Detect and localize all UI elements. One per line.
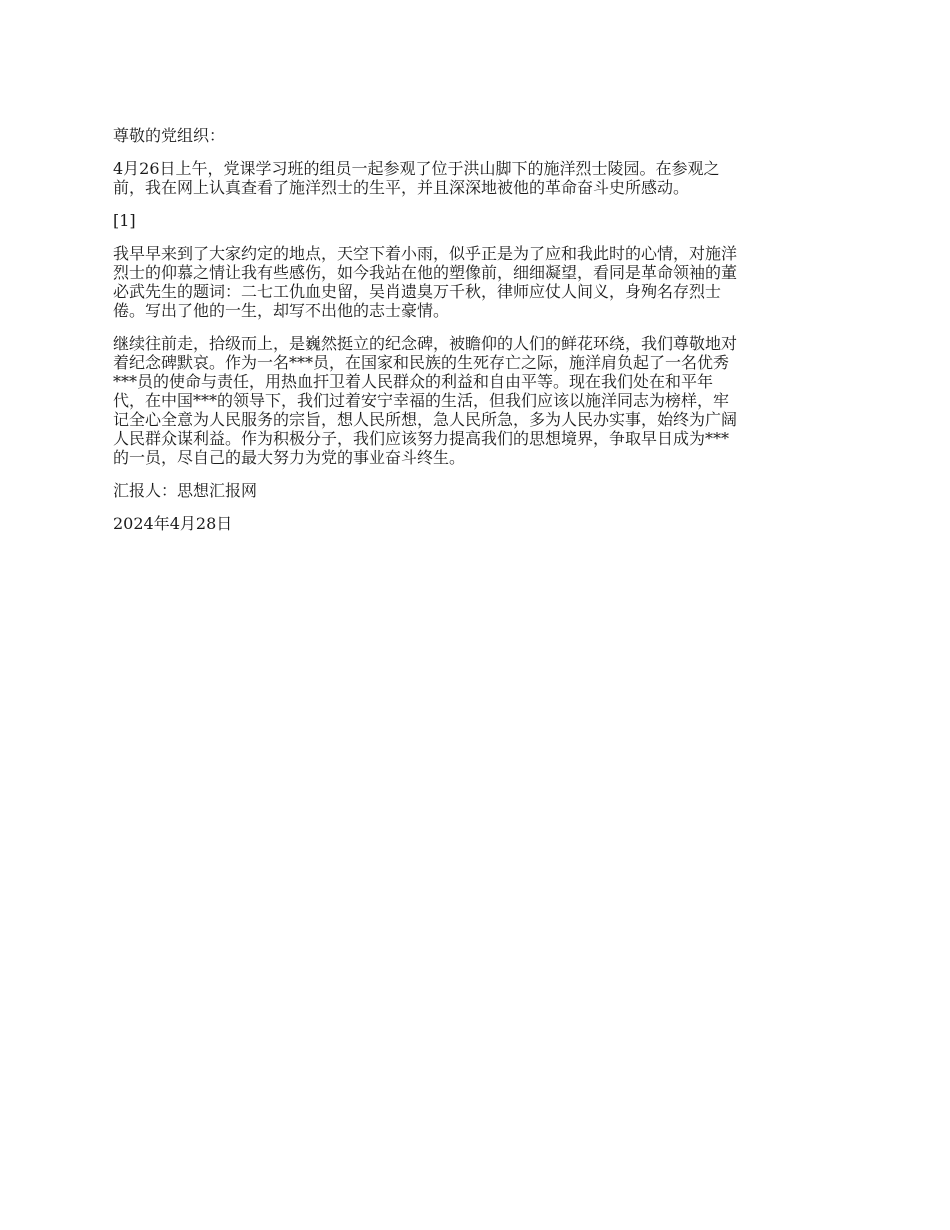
paragraph-statue: 我早早来到了大家约定的地点，天空下着小雨，似乎正是为了应和我此时的心情，对施洋 烈士的仰慕之情让我有些感伤，如今我站在他的塑像前，细细凝望，看同是革命领袖的董 必武先生的题词：二七工仇血史留，吴肖遗臭万千秋，律师应仗人间义，身殉名存烈士 倦。写出了他的一生，却写不出他的志士豪情。 bbox=[113, 244, 738, 320]
date-line: 2024年4月28日 bbox=[113, 514, 233, 533]
reporter-line: 汇报人：思想汇报网 bbox=[113, 481, 258, 500]
document-body bbox=[113, 126, 833, 547]
paragraph-monument: 继续往前走，拾级而上，是巍然挺立的纪念碑，被瞻仰的人们的鲜花环绕，我们尊敬地对 着纪念碑默哀。作为一名***员，在国家和民族的生死存亡之际，施洋肩负起了一名优秀 ***员的使命与责任，用热血扞卫着人民群众的利益和自由平等。现在我们处在和平年 代，在中国***的领导下，我们过着安宁幸福的生活，但我们应该以施洋同志为榜样，牢 记全心全意为人民服务的宗旨，想人民所想，急人民所急，多为人民办实事，始终为广阔 人民群众谋利益。作为积极分子，我们应该努力提高我们的思想境界，争取早日成为*** 的一员，尽自己的最大努力为党的事业奋斗终生。 bbox=[113, 334, 738, 467]
footnote-marker: [1] bbox=[113, 211, 136, 230]
paragraph-visit: 4月26日上午，党课学习班的组员一起参观了位于洪山脚下的施洋烈士陵园。在参观之 前，我在网上认真查看了施洋烈士的生平，并且深深地被他的革命奋斗史所感动。 bbox=[113, 159, 720, 197]
salutation: 尊敬的党组织： bbox=[113, 126, 226, 145]
